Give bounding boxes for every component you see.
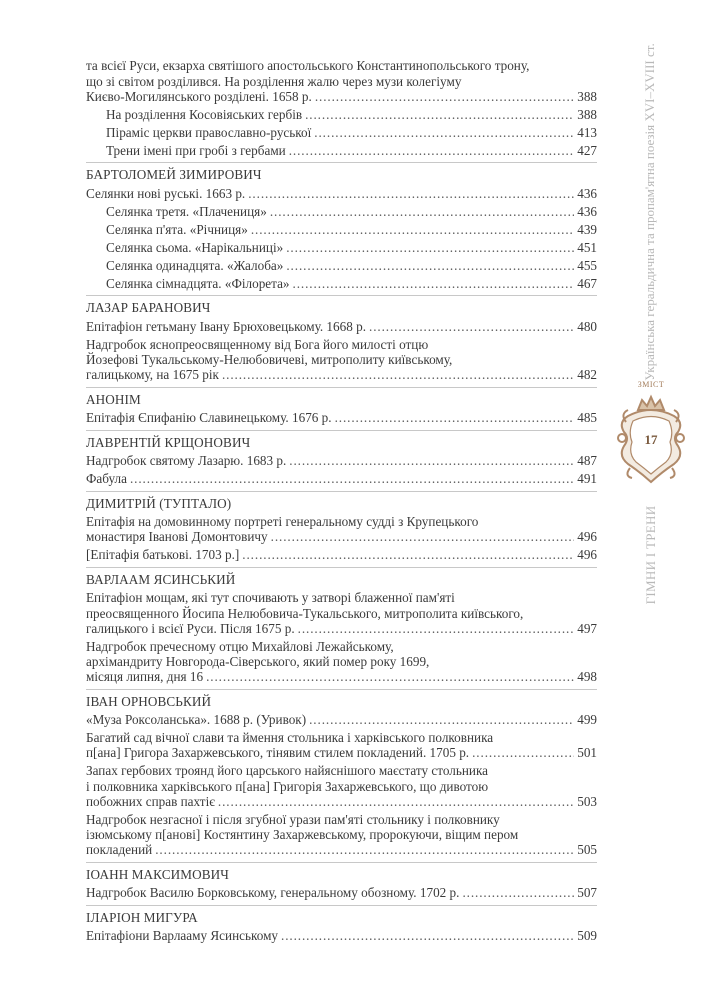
toc-entry[interactable]	[86, 57, 597, 105]
author-heading: ДИМИТРІЙ (ТУПТАЛО)	[86, 495, 232, 511]
entry-page-number: 507	[577, 885, 597, 901]
page-number: 17	[644, 432, 658, 447]
entry-last-line-row	[86, 842, 597, 857]
toc-entry[interactable]	[86, 546, 597, 564]
entry-last-line-row	[106, 143, 597, 158]
entry-page-number: 498	[577, 669, 597, 685]
toc-author-group	[86, 491, 597, 564]
entry-title-line: що зі світом розділився. На розділення жалю через музи колегіуму	[86, 73, 462, 89]
entry-last-line-row	[106, 240, 597, 255]
entry-title-line: Трени імені при гробі з гербами	[106, 142, 286, 158]
toc-entry[interactable]	[106, 123, 597, 141]
entry-title-line: Епітафіон мощам, які тут спочивають у затворі блаженної пам'яті	[86, 590, 455, 606]
author-heading: ЛАЗАР БАРАНОВИЧ	[86, 300, 211, 316]
entry-page-number: 487	[577, 453, 597, 469]
entry-last-line-row	[106, 204, 597, 219]
toc-entry[interactable]	[106, 220, 597, 238]
entry-title-line: Селянка сімнадцята. «Філорета»	[106, 275, 290, 291]
dot-leader	[206, 669, 574, 684]
entry-last-line-row	[106, 276, 597, 291]
toc-author-group	[86, 162, 597, 292]
dot-leader	[289, 143, 575, 158]
toc-entry[interactable]	[86, 884, 597, 902]
dot-leader	[298, 621, 575, 636]
entry-page-number: 496	[577, 547, 597, 563]
entry-last-line-row	[86, 621, 597, 636]
toc-entry[interactable]	[106, 105, 597, 123]
dot-leader	[286, 240, 574, 255]
entry-title-line: Селянка сьома. «Нарікальниці»	[106, 239, 284, 255]
dot-leader	[270, 204, 574, 219]
entry-page-number: 503	[577, 793, 597, 809]
entry-title-line: Фабула	[86, 471, 127, 487]
entry-page-number: 388	[577, 88, 597, 104]
entry-title-line: Селянка третя. «Плачениця»	[106, 203, 267, 219]
toc-entry[interactable]	[86, 589, 597, 637]
entry-last-line-row	[106, 107, 597, 122]
entry-page-number: 388	[577, 106, 597, 122]
dot-leader	[305, 107, 574, 122]
toc-author-group	[86, 295, 597, 383]
dot-leader	[218, 794, 574, 809]
dot-leader	[251, 222, 574, 237]
entry-title-line: монастиря Іванові Домонтовичу	[86, 529, 268, 545]
entry-page-number: 439	[577, 221, 597, 237]
toc-entry[interactable]	[86, 470, 597, 488]
entry-page-number: 501	[577, 745, 597, 761]
entry-title-line: галицького і всієї Руси. Після 1675 р.	[86, 620, 295, 636]
entry-last-line-row	[106, 222, 597, 237]
entry-page-number: 482	[577, 367, 597, 383]
dot-leader	[335, 410, 575, 425]
entry-page-number: 413	[577, 124, 597, 140]
entry-last-line-row	[86, 928, 597, 943]
entry-last-line-row	[86, 712, 597, 727]
author-heading: ЛАВРЕНТІЙ КРЩОНОВИЧ	[86, 434, 251, 450]
toc-author-group	[86, 689, 597, 859]
dot-leader	[242, 547, 574, 562]
dot-leader	[472, 745, 574, 760]
dot-leader	[130, 471, 574, 486]
entry-last-line-row	[86, 669, 597, 684]
entry-last-line-row	[86, 319, 597, 334]
author-heading: АНОНІМ	[86, 391, 141, 407]
entry-last-line-row	[86, 186, 597, 201]
entry-title-line: Піраміс церкви православно-руської	[106, 124, 312, 140]
entry-page-number: 491	[577, 471, 597, 487]
entry-title-line: Епітафія Єпифанію Славинецькому. 1676 р.	[86, 410, 332, 426]
toc-entry[interactable]	[86, 927, 597, 945]
entry-title-line: ізюмському п[анові] Костянтину Захаржевському, пророкуючи, віщим пером	[86, 826, 519, 842]
entry-last-line-row	[106, 125, 597, 140]
toc-author-group	[86, 905, 597, 945]
dot-leader	[314, 125, 574, 140]
entry-title-line: Багатий сад вічної слави та ймення стольника і харківського полковника	[86, 730, 494, 746]
entry-title-line: Надгробок Василю Борковському, генеральному обозному. 1702 р.	[86, 885, 460, 901]
entry-title-line: Надгробок святому Лазарю. 1683 р.	[86, 453, 287, 469]
entry-last-line-row	[86, 367, 597, 382]
toc-entry[interactable]	[86, 711, 597, 729]
entry-title-line: Надгробок незгасної і після згубної урази пам'яті стольнику і полковнику	[86, 811, 500, 827]
toc-entry[interactable]	[86, 317, 597, 335]
entry-last-line-row	[86, 471, 597, 486]
toc-author-group	[86, 57, 597, 159]
entry-page-number: 509	[577, 928, 597, 944]
toc-entry[interactable]	[106, 238, 597, 256]
entry-title-line: Селянки нові руські. 1663 р.	[86, 185, 246, 201]
toc-entry[interactable]	[106, 256, 597, 274]
entry-page-number: 455	[577, 257, 597, 273]
entry-title-line: Селянка п'ята. «Річниця»	[106, 221, 248, 237]
toc-entry[interactable]	[86, 729, 597, 762]
toc-entry[interactable]	[86, 452, 597, 470]
entry-last-line-row	[86, 885, 597, 900]
entry-last-line-row	[86, 794, 597, 809]
dot-leader	[315, 89, 574, 104]
toc-entry[interactable]	[86, 409, 597, 427]
entry-title-line: Епітафіон гетьману Івану Брюховецькому. 1668 р.	[86, 318, 366, 334]
dot-leader	[248, 186, 574, 201]
toc-entry[interactable]	[86, 762, 597, 810]
entry-title-line: Селянка одинадцята. «Жалоба»	[106, 257, 284, 273]
entry-title-line: На розділення Косовіяських гербів	[106, 106, 303, 122]
author-heading: ВАРЛААМ ЯСИНСЬКИЙ	[86, 572, 236, 588]
toc-entry[interactable]	[86, 184, 597, 202]
toc-entry[interactable]	[106, 141, 597, 159]
entry-title-line: галицькому, на 1675 рік	[86, 367, 219, 383]
dot-leader	[462, 885, 574, 900]
entry-title-line: п[ана] Григора Захаржевського, тінявим стилем покладений. 1705 р.	[86, 745, 470, 761]
dot-leader	[286, 258, 574, 273]
table-of-contents	[86, 57, 597, 945]
dot-leader	[369, 319, 574, 334]
entry-title-line: покладений	[86, 842, 153, 858]
entry-page-number: 496	[577, 529, 597, 545]
entry-last-line-row	[106, 258, 597, 273]
toc-author-group	[86, 430, 597, 488]
entry-page-number: 480	[577, 318, 597, 334]
entry-page-number: 499	[577, 712, 597, 728]
entry-title-line: Надгробок пречесному отцю Михайлові Лежайському,	[86, 638, 394, 654]
entry-title-line: Надгробок яснопреосвященному від Бога його милості отцю	[86, 336, 429, 352]
entry-last-line-row	[86, 529, 597, 544]
entry-title-line: Епітафіони Варлааму Ясинському	[86, 928, 279, 944]
entry-title-line: Епітафія на домовинному портреті генеральному судді з Крупецького	[86, 514, 479, 530]
entry-page-number: 436	[577, 203, 597, 219]
entry-title-line: Йозефові Тукальському-Нелюбовичеві, митрополиту київському,	[86, 351, 453, 367]
author-heading: БАРТОЛОМЕЙ ЗИМИРОВИЧ	[86, 167, 262, 183]
toc-entry[interactable]	[106, 274, 597, 292]
toc-entry[interactable]	[86, 335, 597, 383]
entry-page-number: 505	[577, 842, 597, 858]
dot-leader	[309, 712, 574, 727]
entry-last-line-row	[86, 453, 597, 468]
entry-page-number: 427	[577, 142, 597, 158]
entry-title-line: «Муза Роксоланська». 1688 р. (Уривок)	[86, 712, 307, 728]
entry-last-line-row	[86, 547, 597, 562]
entry-last-line-row	[86, 89, 597, 104]
entry-title-line: побожних справ пахтіє	[86, 793, 215, 809]
entry-title-line: Києво-Могилянського розділені. 1658 р.	[86, 88, 312, 104]
section-label: ЗМІСТ	[637, 380, 665, 389]
toc-author-group	[86, 387, 597, 427]
entry-title-line: та всієї Руси, екзарха святішого апостольського Константинопольського трону,	[86, 58, 530, 74]
toc-entry[interactable]	[86, 810, 597, 858]
entry-title-line: преосвященного Йосипа Нелюбовича-Тукальського, митрополита київського,	[86, 605, 524, 621]
author-heading: ІОАНН МАКСИМОВИЧ	[86, 866, 229, 882]
entry-page-number: 485	[577, 410, 597, 426]
author-heading: ІЛАРІОН МИГУРА	[86, 909, 198, 925]
entry-title-line: [Епітафія батькові. 1703 р.]	[86, 547, 240, 563]
entry-page-number: 467	[577, 275, 597, 291]
dot-leader	[155, 842, 574, 857]
author-heading: ІВАН ОРНОВСЬКИЙ	[86, 693, 212, 709]
entry-page-number: 436	[577, 185, 597, 201]
toc-author-group	[86, 567, 597, 686]
entry-title-line: Запах гербових троянд його царського найяснішого маєстату стольника	[86, 763, 489, 779]
entry-title-line: архімандриту Новгорода-Сіверського, який помер року 1699,	[86, 653, 430, 669]
toc-author-group	[86, 862, 597, 902]
toc-entry[interactable]	[86, 513, 597, 546]
running-section-title: ГІМНИ І ТРЕНИ	[643, 505, 658, 605]
entry-last-line-row	[86, 745, 597, 760]
entry-page-number: 451	[577, 239, 597, 255]
entry-page-number: 497	[577, 620, 597, 636]
entry-title-line: і полковника харківського п[ана] Григорія Захаржевського, що дивотою	[86, 778, 489, 794]
entry-last-line-row	[86, 410, 597, 425]
dot-leader	[293, 276, 575, 291]
toc-entry[interactable]	[86, 637, 597, 685]
dot-leader	[281, 928, 574, 943]
dot-leader	[222, 367, 574, 382]
dot-leader	[271, 529, 575, 544]
toc-entry[interactable]	[106, 202, 597, 220]
dot-leader	[289, 453, 574, 468]
running-book-title: Українська геральдична та пропам'ятна поезія XVI–XVIII ст.	[642, 43, 657, 381]
entry-title-line: місяця липня, дня 16	[86, 669, 204, 685]
